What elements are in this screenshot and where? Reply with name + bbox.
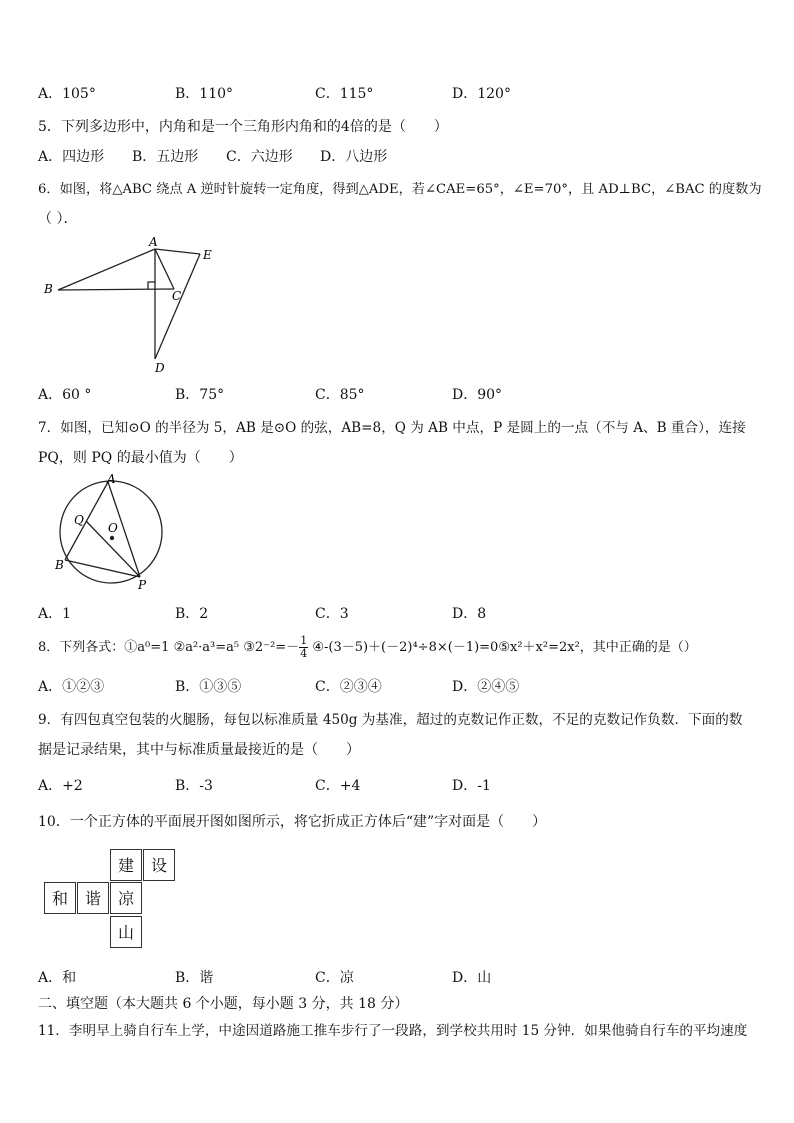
q8-option-a: A．①②③ (38, 679, 105, 695)
q5-option-b: B．五边形 (132, 149, 199, 165)
q4-option-c: C．115° (315, 86, 374, 102)
q7-label-b: B (55, 558, 64, 572)
q9-option-d: D．-1 (452, 778, 491, 794)
q6-label-a: A (149, 235, 158, 249)
q10-option-a: A．和 (38, 970, 77, 986)
q7-label-p: P (138, 578, 147, 592)
cube-cell-xie: 谐 (77, 882, 109, 914)
cube-cell-shan: 山 (110, 916, 142, 948)
q6-label-d: D (155, 361, 165, 375)
q8-item-4: ④-(3－5)＋(－2)⁴÷8×(－1)=0 (312, 640, 499, 655)
q4-option-a: A．105° (38, 86, 96, 102)
q10-option-c: C．凉 (315, 970, 354, 986)
q8-fraction (299, 635, 308, 660)
q6-option-b: B．75° (175, 387, 225, 403)
q8-fraction-denominator: 4 (300, 647, 308, 660)
q8-item-3: ③2⁻²=－ (243, 640, 300, 655)
q8-option-b: B．①③⑤ (175, 679, 242, 695)
q8-stem (38, 635, 697, 660)
q4-option-b: B．110° (175, 86, 234, 102)
q7-circle-figure (48, 472, 168, 594)
q9-stem-line2: 据是记录结果，其中与标准质量最接近的是（ ） (38, 742, 360, 758)
q7-stem-line1: 7．如图，已知⊙O 的半径为 5，AB 是⊙O 的弦，AB=8，Q 为 AB 中点，P 是圆上的一点（不与 A、B 重合），连接 (38, 420, 746, 436)
q6-label-e: E (203, 248, 212, 262)
q5-option-d: D．八边形 (320, 149, 388, 165)
q8-item-1: ①a⁰=1 (124, 640, 170, 655)
q11-stem: 11．李明早上骑自行车上学，中途因道路施工推车步行了一段路，到学校共用时 15 分钟．如果他骑自行车的平均速度 (38, 1023, 748, 1039)
q7-options (38, 603, 758, 623)
cube-cell-jian: 建 (110, 849, 142, 881)
q9-option-c: C．+4 (315, 778, 361, 794)
q6-triangle-figure (38, 232, 228, 377)
q7-stem-line2: PQ，则 PQ 的最小值为（ ） (38, 450, 243, 466)
q8-prefix: 8．下列各式： (38, 640, 125, 655)
q8-suffix: ，其中正确的是（） (579, 640, 697, 655)
q9-option-b: B．-3 (175, 778, 213, 794)
section-heading-fill-blank: 二、填空题（本大题共 6 个小题，每小题 3 分，共 18 分） (38, 996, 409, 1012)
q6-line-ba (58, 249, 155, 290)
q7-option-b: B．2 (175, 606, 209, 622)
q6-right-angle-mark (148, 282, 155, 289)
q9-stem-line1: 9．有四包真空包装的火腿肠，每包以标准质量 450g 为基准，超过的克数记作正数，不足的克数记作负数．下面的数 (38, 712, 743, 728)
q7-option-c: C．3 (315, 606, 349, 622)
q7-option-a: A．1 (38, 606, 72, 622)
q10-cube-net (44, 849, 184, 951)
q6-line-bc (58, 289, 174, 290)
q8-item-2: ②a²·a³=a⁵ (173, 640, 240, 655)
q6-label-b: B (44, 282, 53, 296)
cube-cell-he: 和 (44, 882, 76, 914)
q6-option-a: A．60 ° (38, 387, 92, 403)
q7-label-o: O (108, 521, 118, 535)
q5-stem: 5．下列多边形中，内角和是一个三角形内角和的4倍的是（ ） (38, 119, 448, 135)
q6-stem-line2: （ ）． (38, 211, 78, 227)
q8-option-d: D．②④⑤ (452, 679, 520, 695)
q9-option-a: A．+2 (38, 778, 83, 794)
q4-options (38, 83, 758, 103)
q8-item-5: ⑤x²＋x²=2x² (498, 640, 580, 655)
q10-option-b: B．谐 (175, 970, 214, 986)
q7-label-q: Q (74, 513, 84, 527)
cube-cell-she: 设 (143, 849, 175, 881)
q6-line-ae (155, 249, 200, 254)
q7-label-a: A (107, 472, 116, 486)
q8-options (38, 676, 758, 696)
q6-line-ed (155, 254, 200, 359)
q9-options (38, 775, 758, 795)
q6-label-c: C (172, 289, 182, 303)
q6-options (38, 384, 758, 404)
q8-fraction-numerator: 1 (300, 634, 308, 647)
q4-option-d: D．120° (452, 86, 511, 102)
q7-center-dot (110, 536, 114, 540)
cube-cell-liang: 凉 (110, 882, 142, 914)
q5-option-c: C．六边形 (226, 149, 293, 165)
q8-option-c: C．②③④ (315, 679, 382, 695)
q5-options (38, 146, 758, 166)
q6-line-ac (155, 249, 174, 289)
q10-option-d: D．山 (452, 970, 492, 986)
q7-option-d: D．8 (452, 606, 487, 622)
q10-options (38, 967, 758, 987)
q5-option-a: A．四边形 (38, 149, 105, 165)
q6-option-c: C．85° (315, 387, 365, 403)
q6-stem-line1: 6．如图，将△ABC 绕点 A 逆时针旋转一定角度，得到△ADE，若∠CAE=65°，∠E=70°，且 AD⊥BC，∠BAC 的度数为 (38, 182, 762, 197)
q6-option-d: D．90° (452, 387, 503, 403)
q10-stem: 10．一个正方体的平面展开图如图所示，将它折成正方体后“建”字对面是（ ） (38, 814, 547, 830)
